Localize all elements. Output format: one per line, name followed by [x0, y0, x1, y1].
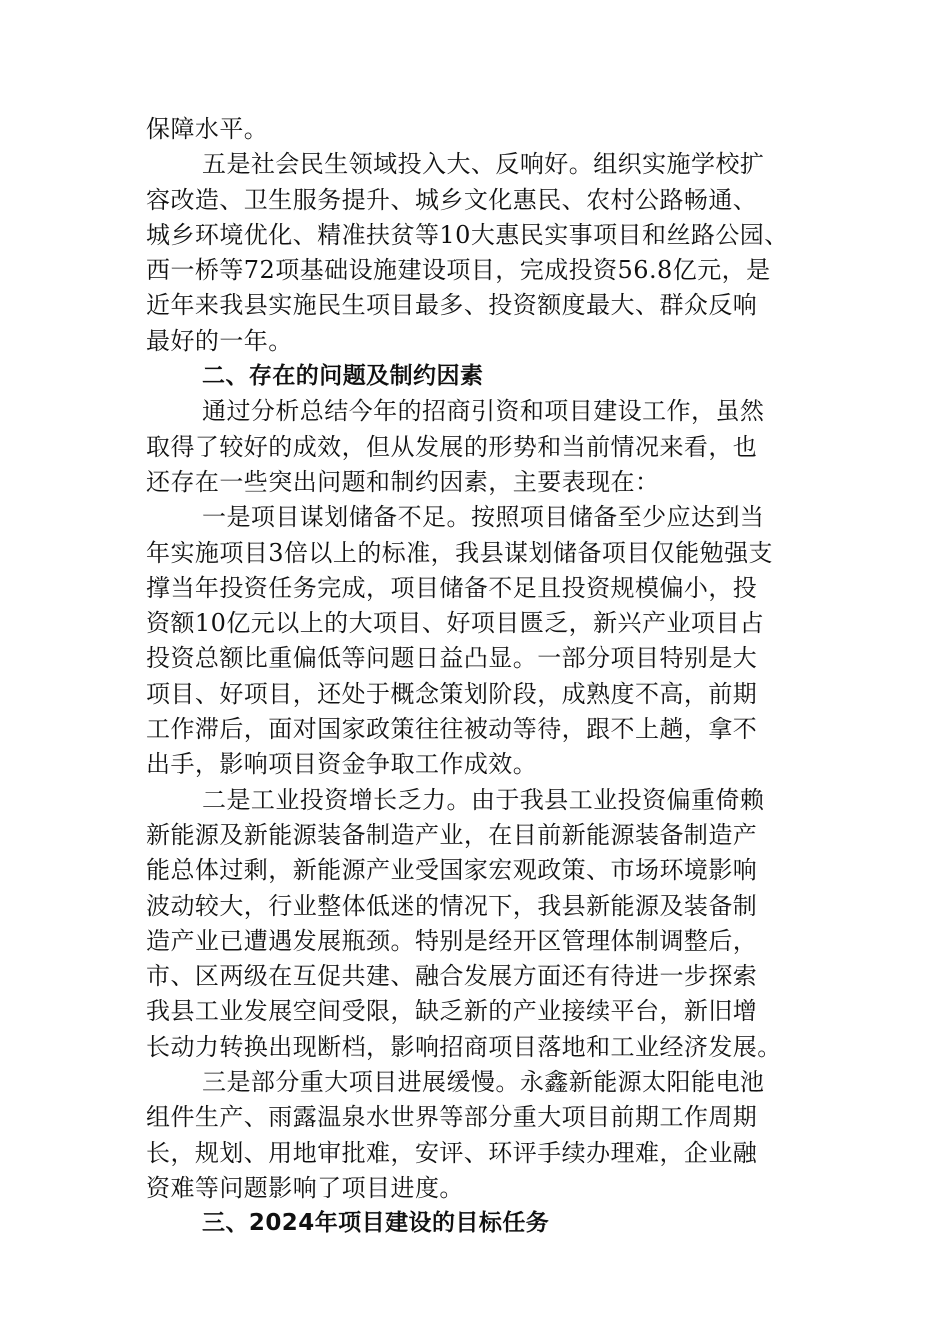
paragraph-line: 造产业已遭遇发展瓶颈。特别是经开区管理体制调整后， — [146, 926, 758, 955]
paragraph-line: 容改造、卫生服务提升、城乡文化惠民、农村公路畅通、 — [146, 185, 758, 214]
paragraph-line: 我县工业发展空间受限，缺乏新的产业接续平台，新旧增 — [146, 997, 758, 1026]
paragraph-line: 取得了较好的成效，但从发展的形势和当前情况来看，也 — [146, 432, 758, 461]
paragraph-line: 新能源及新能源装备制造产业，在目前新能源装备制造产 — [146, 820, 758, 849]
paragraph-line: 西一桥等72项基础设施建设项目，完成投资56.8亿元，是 — [146, 256, 771, 285]
paragraph-line: 通过分析总结今年的招商引资和项目建设工作，虽然 — [202, 397, 765, 426]
paragraph-line: 二是工业投资增长乏力。由于我县工业投资偏重倚赖 — [202, 785, 765, 814]
paragraph-line: 五是社会民生领域投入大、反响好。组织实施学校扩 — [202, 150, 765, 179]
paragraph-line: 一是项目谋划储备不足。按照项目储备至少应达到当 — [202, 503, 765, 532]
document-body — [146, 112, 806, 1242]
paragraph-line: 市、区两级在互促共建、融合发展方面还有待进一步探索 — [146, 962, 758, 991]
paragraph-line: 出手，影响项目资金争取工作成效。 — [146, 750, 538, 779]
paragraph-line: 三是部分重大项目进展缓慢。永鑫新能源太阳能电池 — [202, 1068, 765, 1097]
paragraph-line: 波动较大，行业整体低迷的情况下，我县新能源及装备制 — [146, 891, 758, 920]
paragraph-line: 资额10亿元以上的大项目、好项目匮乏，新兴产业项目占 — [146, 609, 765, 638]
section-heading: 二、存在的问题及制约因素 — [202, 363, 484, 390]
paragraph-line: 资难等问题影响了项目进度。 — [146, 1173, 464, 1202]
paragraph-line: 年实施项目3倍以上的标准，我县谋划储备项目仅能勉强支 — [146, 538, 773, 567]
paragraph-line: 还存在一些突出问题和制约因素，主要表现在： — [146, 467, 660, 496]
paragraph-line: 长，规划、用地审批难，安评、环评手续办理难，企业融 — [146, 1138, 758, 1167]
paragraph-line: 近年来我县实施民生项目最多、投资额度最大、群众反响 — [146, 291, 758, 320]
section-heading: 三、2024年项目建设的目标任务 — [202, 1210, 550, 1237]
paragraph-line: 撑当年投资任务完成，项目储备不足且投资规模偏小，投 — [146, 573, 758, 602]
paragraph-line: 城乡环境优化、精准扶贫等10大惠民实事项目和丝路公园、 — [146, 220, 789, 249]
paragraph-line: 组件生产、雨露温泉水世界等部分重大项目前期工作周期 — [146, 1103, 758, 1132]
paragraph-line: 能总体过剩，新能源产业受国家宏观政策、市场环境影响 — [146, 856, 758, 885]
paragraph-line: 项目、好项目，还处于概念策划阶段，成熟度不高，前期 — [146, 679, 758, 708]
paragraph-line: 长动力转换出现断档，影响招商项目落地和工业经济发展。 — [146, 1032, 782, 1061]
paragraph-line: 最好的一年。 — [146, 326, 293, 355]
paragraph-line: 投资总额比重偏低等问题日益凸显。一部分项目特别是大 — [146, 644, 758, 673]
paragraph-line: 保障水平。 — [146, 115, 269, 143]
paragraph-line: 工作滞后，面对国家政策往往被动等待，跟不上趟，拿不 — [146, 715, 758, 744]
